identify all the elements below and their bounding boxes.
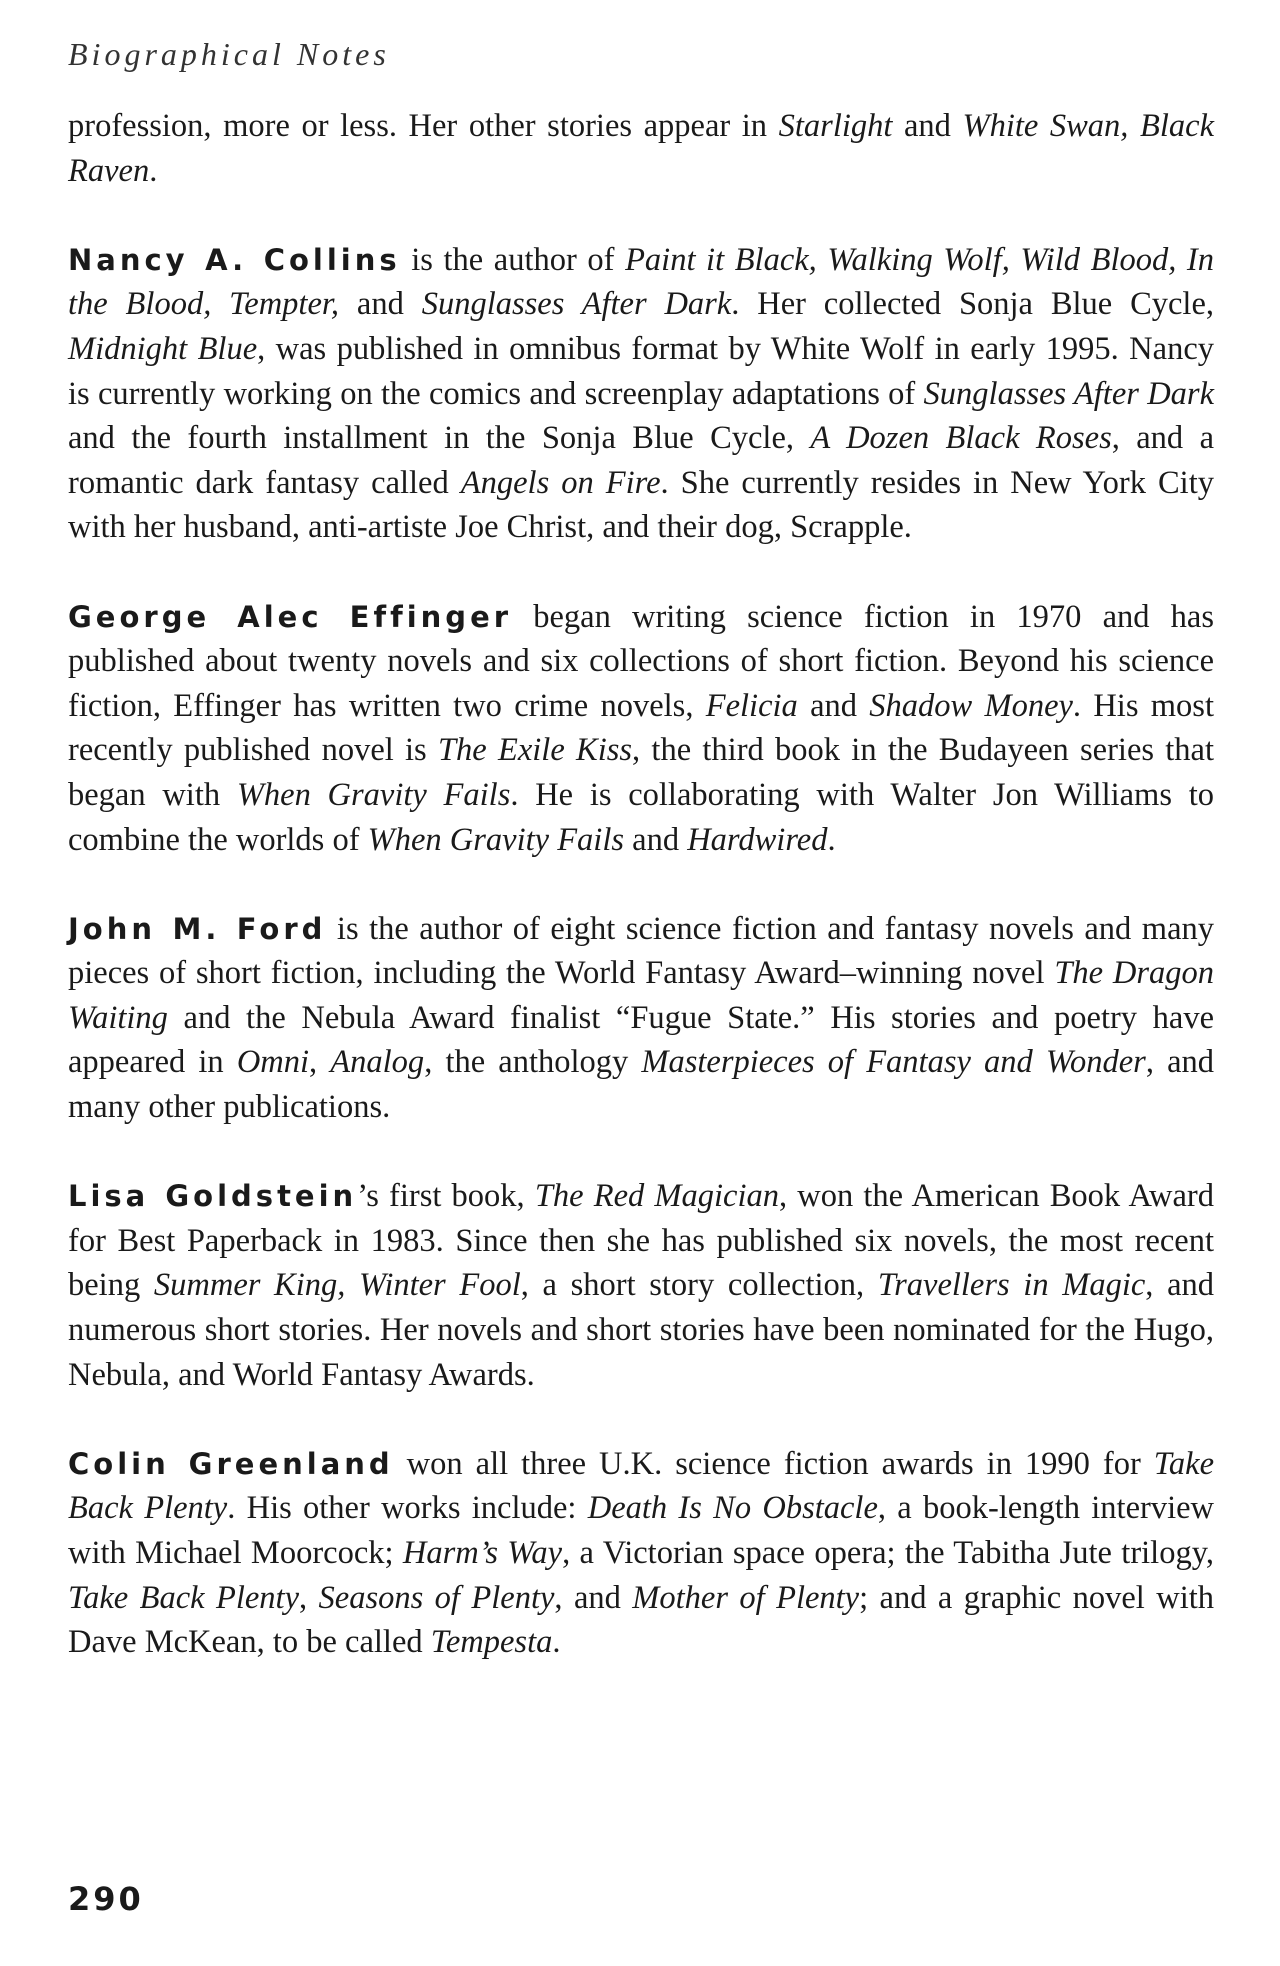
text: , xyxy=(309,1044,331,1081)
author-name: Nancy A. Collins xyxy=(68,242,401,277)
text: , and xyxy=(554,1579,633,1616)
text: and xyxy=(892,108,963,144)
book-title: Hardwired xyxy=(687,821,828,858)
text: first book, xyxy=(378,1178,535,1215)
book-title: The Red Magician xyxy=(534,1178,779,1215)
text: . Her collected Sonja Blue Cycle, xyxy=(731,286,1215,323)
text: , the third book in the Budayeen series that began with xyxy=(68,732,1215,813)
book-title: Seasons of Plenty xyxy=(318,1579,555,1616)
text: and the fourth installment in the Sonja Blue Cycle, xyxy=(68,420,811,457)
text: is the author of xyxy=(400,241,626,278)
bio-john-m-ford xyxy=(68,907,1214,1130)
book-title: Midnight Blue xyxy=(68,330,258,367)
text: , a book-length interview with Michael Moorcock; xyxy=(68,1490,1214,1571)
book-title: Harm’s Way xyxy=(402,1535,563,1571)
running-header: Biographical Notes xyxy=(68,36,390,72)
text: won all three U.K. science fiction awards in 1990 for xyxy=(393,1445,1154,1482)
text: began writing science fiction in 1970 and has published about twenty novels and six collections of short fiction. Beyond his science fiction, Effinger has written two crime novels, xyxy=(68,598,1214,724)
book-title: Travellers in Magic xyxy=(877,1267,1146,1304)
text: , xyxy=(299,1579,319,1616)
text: , won the American Book Award for Best Paperback in 1983. Since then she has published six novels, the most recent being xyxy=(68,1178,1214,1304)
book-title: Death Is No Obstacle xyxy=(587,1490,878,1527)
text: ; and a graphic novel with Dave McKean, to be called xyxy=(68,1579,1215,1661)
book-title: When Gravity Fails xyxy=(236,776,511,813)
text: , a short story collection, xyxy=(520,1267,878,1304)
book-title: Felicia xyxy=(705,687,798,724)
book-title: Sunglasses After Dark xyxy=(421,286,732,323)
book-title: The Exile Kiss xyxy=(437,732,633,769)
book-title: Summer King, Winter Fool xyxy=(153,1267,521,1304)
book-title: Take Back Plenty xyxy=(68,1445,1214,1527)
text: , and a romantic dark fantasy called xyxy=(68,420,1214,501)
bio-nancy-collins xyxy=(68,238,1214,550)
text: , and many other publications. xyxy=(68,1044,1214,1126)
book-title: Mother of Plenty xyxy=(632,1579,860,1616)
bio-notes-body xyxy=(68,104,1214,1709)
book-title: Shadow Money xyxy=(869,687,1073,724)
bio-george-alec-effinger xyxy=(68,595,1214,863)
author-name: George Alec Effinger xyxy=(68,599,513,634)
publication-title: Omni xyxy=(236,1044,310,1081)
book-title: White Swan, Black Raven xyxy=(68,108,1214,189)
book-title: When Gravity Fails xyxy=(367,821,625,858)
book-title: A Dozen Black Roses xyxy=(810,420,1112,457)
text: and xyxy=(624,821,688,858)
book-title: Starlight xyxy=(778,108,893,144)
book-title: Tempesta xyxy=(430,1624,553,1661)
publication-title: Analog xyxy=(330,1044,425,1081)
author-name: Colin Greenland xyxy=(68,1446,394,1481)
bio-colin-greenland xyxy=(68,1442,1214,1665)
text: . His most recently published novel is xyxy=(68,687,1214,769)
text: and the Nebula Award finalist “Fugue State.” His stories and poetry have appeared in xyxy=(68,999,1214,1081)
page-number: 290 xyxy=(68,1880,144,1918)
text: . His other works include: xyxy=(227,1490,588,1527)
text: . She currently resides in New York City with her husband, anti-artiste Joe Christ, and their dog, Scrapple. xyxy=(68,464,1214,546)
book-title: Angels on Fire xyxy=(460,464,661,501)
book-title: Sunglasses After Dark xyxy=(923,375,1214,412)
text: , a Victorian space opera; the Tabitha Jute trilogy, xyxy=(562,1535,1214,1571)
book-title: Masterpieces of Fantasy and Wonder xyxy=(641,1044,1146,1081)
book-title: Take Back Plenty xyxy=(68,1579,299,1616)
text: and xyxy=(797,687,870,724)
text: profession, more or less. Her other stories appear in xyxy=(68,108,779,144)
possessive: ’s xyxy=(357,1178,379,1215)
book-title: Paint it Black, Walking Wolf, Wild Blood, In the Blood, Tempter, xyxy=(68,241,1215,323)
text: . xyxy=(552,1624,561,1661)
text: . xyxy=(149,152,158,189)
text: is the author of eight science fiction and fantasy novels and many pieces of short fiction, including the World Fantasy Award–winning novel xyxy=(68,910,1214,992)
author-name: Lisa Goldstein xyxy=(68,1179,358,1214)
author-name: John M. Ford xyxy=(68,911,327,946)
text: . xyxy=(827,821,836,858)
text: , was published in omnibus format by White Wolf in early 1995. Nancy is currently working on the comics and screenplay adaptations of xyxy=(68,330,1214,412)
text: , the anthology xyxy=(424,1044,642,1081)
text: and xyxy=(339,286,422,323)
text: . He is collaborating with Walter Jon Williams to combine the worlds of xyxy=(68,776,1214,858)
text: , and numerous short stories. Her novels and short stories have been nominated for the Hugo, Nebula, and World Fantasy Awards. xyxy=(68,1267,1214,1393)
bio-lisa-goldstein xyxy=(68,1174,1214,1397)
bio-continuation xyxy=(68,104,1214,193)
book-title: The Dragon Waiting xyxy=(68,955,1214,1036)
